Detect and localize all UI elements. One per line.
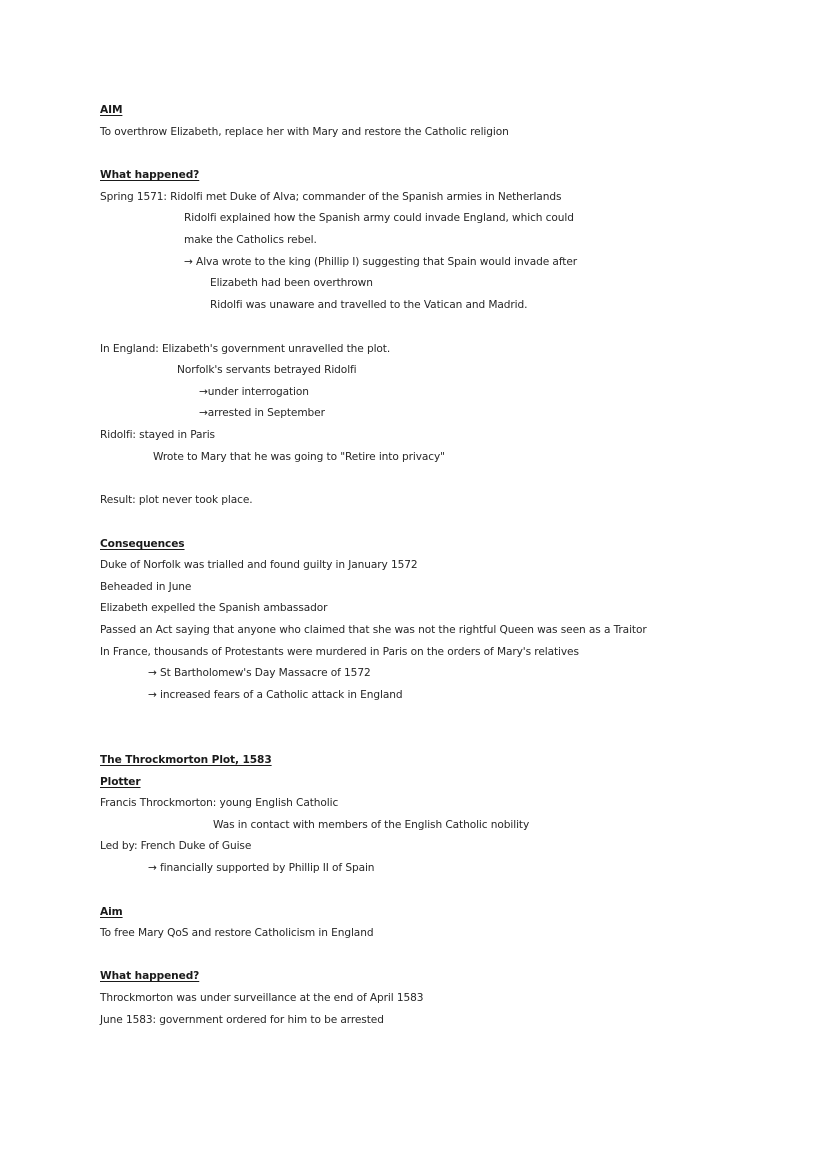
result-line: Result: plot never took place. <box>100 494 253 506</box>
throckmorton-heading: The Throckmorton Plot, 1583 <box>100 754 272 766</box>
bartholomew-line: → St Bartholomew's Day Massacre of 1572 <box>148 667 371 679</box>
spring-1571-line: Spring 1571: Ridolfi met Duke of Alva; commander of the Spanish armies in Netherlands <box>100 191 562 203</box>
led-by-line: Led by: French Duke of Guise <box>100 840 252 852</box>
wrote-to-mary-line: Wrote to Mary that he was going to "Retire into privacy" <box>153 451 445 463</box>
aim2-text: To free Mary QoS and restore Catholicism in England <box>100 927 374 939</box>
in-contact-line: Was in contact with members of the English Catholic nobility <box>213 819 530 831</box>
what-happened2-heading: What happened? <box>100 970 200 982</box>
aim2-heading: Aim <box>100 906 123 918</box>
arrested-september-line: →arrested in September <box>199 407 325 419</box>
consequence-item: Elizabeth expelled the Spanish ambassador <box>100 602 328 614</box>
consequence-item: Duke of Norfolk was trialled and found guilty in January 1572 <box>100 559 418 571</box>
norfolk-servants-line: Norfolk's servants betrayed Ridolfi <box>177 364 357 376</box>
surveillance-line: Throckmorton was under surveillance at the end of April 1583 <box>100 992 424 1004</box>
francis-line: Francis Throckmorton: young English Catholic <box>100 797 339 809</box>
ridolfi-unaware-line: Ridolfi was unaware and travelled to the Vatican and Madrid. <box>210 299 528 311</box>
ridolfi-explained-line-2: make the Catholics rebel. <box>184 234 317 246</box>
consequence-item: Passed an Act saying that anyone who claimed that she was not the rightful Queen was seen as a Traitor <box>100 624 647 636</box>
aim-heading: AIM <box>100 104 123 116</box>
alva-wrote-line-2: Elizabeth had been overthrown <box>210 277 373 289</box>
plotter-heading: Plotter <box>100 776 141 788</box>
financially-line: → financially supported by Phillip II of Spain <box>148 862 375 874</box>
consequence-item: Beheaded in June <box>100 581 192 593</box>
ridolfi-explained-line-1: Ridolfi explained how the Spanish army could invade England, which could <box>184 212 574 224</box>
what-happened-heading: What happened? <box>100 169 200 181</box>
june-1583-line: June 1583: government ordered for him to be arrested <box>100 1014 384 1026</box>
in-england-line: In England: Elizabeth's government unravelled the plot. <box>100 343 391 355</box>
aim-text: To overthrow Elizabeth, replace her with Mary and restore the Catholic religion <box>100 126 509 138</box>
increased-fears-line: → increased fears of a Catholic attack in England <box>148 689 403 701</box>
consequence-item: In France, thousands of Protestants were murdered in Paris on the orders of Mary's relatives <box>100 646 579 658</box>
alva-wrote-line: → Alva wrote to the king (Phillip I) suggesting that Spain would invade after <box>184 256 577 268</box>
ridolfi-paris-line: Ridolfi: stayed in Paris <box>100 429 215 441</box>
consequences-heading: Consequences <box>100 538 185 550</box>
under-interrogation-line: →under interrogation <box>199 386 309 398</box>
